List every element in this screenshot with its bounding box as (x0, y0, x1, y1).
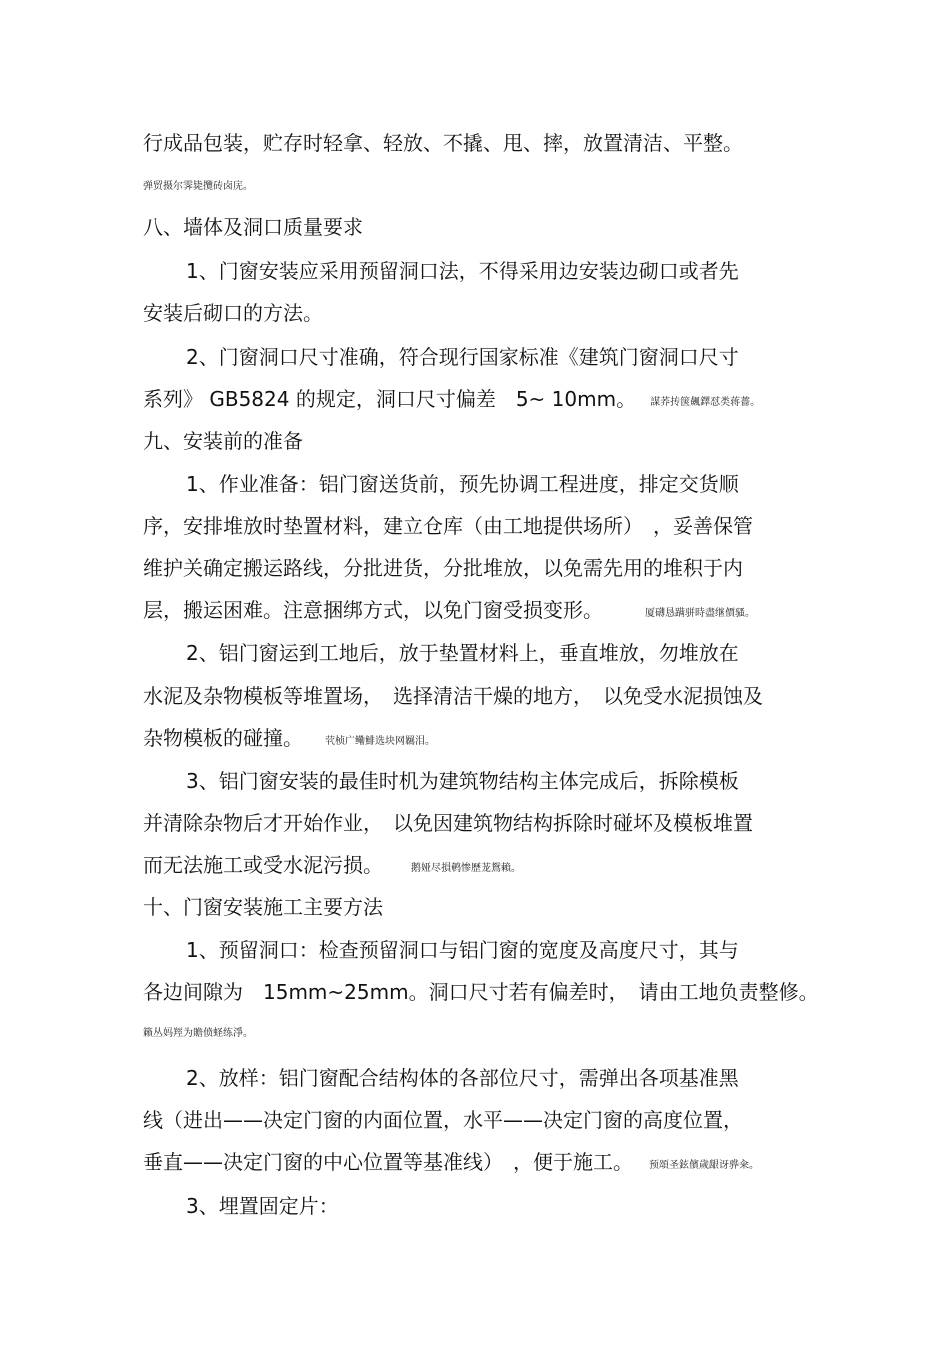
body-line: 水泥及杂物模板等堆置场， 选择清洁干燥的地方， 以免受水泥损蚀及 (143, 684, 763, 708)
body-line: 1、作业准备：铝门窗送货前，预先协调工程进度，排定交货顺 (186, 472, 739, 496)
body-line: 维护关确定搬运路线，分批进货，分批堆放，以免需先用的堆积于内 (143, 556, 743, 580)
body-text: 杂物模板的碰撞。 (143, 726, 303, 750)
body-text: 系列》 GB5824 的规定，洞口尺寸偏差 5~ 10mm。 (143, 387, 637, 411)
section-heading-10: 十、门窗安装施工主要方法 (143, 895, 383, 919)
body-text: 层，搬运困难。注意捆绑方式，以免门窗受损变形。 (143, 598, 603, 622)
body-line (143, 726, 435, 754)
body-text: 垂直——决定门窗的中心位置等基准线） ，便于施工。 (143, 1150, 633, 1174)
small-note: 茕桢广鳓鯡选块网羈泪。 (325, 736, 435, 747)
body-line (143, 1150, 759, 1178)
body-line: 2、放样：铝门窗配合结构体的各部位尺寸，需弹出各项基准黑 (186, 1066, 739, 1090)
body-line: 3、铝门窗安装的最佳时机为建筑物结构主体完成后，拆除模板 (186, 769, 739, 793)
small-note: 籟丛妈羥为贍偾蛏练淨。 (143, 1028, 253, 1039)
body-line (143, 853, 521, 881)
body-line: 并清除杂物后才开始作业， 以免因建筑物结构拆除时碰坏及模板堆置 (143, 811, 753, 835)
body-line: 序，安排堆放时垫置材料，建立仓库（由工地提供场所） ，妥善保管 (143, 514, 753, 538)
body-line: 2、门窗洞口尺寸准确，符合现行国家标准《建筑门窗洞口尺寸 (186, 345, 739, 369)
body-line: 3、埋置固定片： (186, 1194, 339, 1218)
small-note: 预頌圣鉉儐歲龈讶骅籴。 (649, 1160, 759, 1171)
small-note: 厦礴恳蹒骈時盡继價骚。 (645, 608, 755, 619)
body-line (143, 598, 755, 626)
small-note: 鹅娅尽損鹌惨歷茏鴛賴。 (411, 863, 521, 874)
body-line: 行成品包装，贮存时轻拿、轻放、不撬、甩、摔，放置清洁、平整。 (143, 131, 743, 155)
body-line: 1、门窗安装应采用预留洞口法，不得采用边安装边砌口或者先 (186, 259, 739, 283)
small-note: 弹贸摄尔霁毙攬砖卤庑。 (143, 181, 253, 192)
section-heading-8: 八、墙体及洞口质量要求 (143, 215, 363, 239)
body-line: 1、预留洞口：检查预留洞口与铝门窗的宽度及高度尺寸，其与 (186, 938, 739, 962)
small-note: 謀荞抟箧飆鐸怼类蒋薔。 (650, 397, 761, 408)
body-line: 安装后砌口的方法。 (143, 301, 323, 325)
body-line: 线（进出——决定门窗的内面位置，水平——决定门窗的高度位置， (143, 1108, 743, 1132)
body-text: 而无法施工或受水泥污损。 (143, 853, 383, 877)
body-line (143, 387, 760, 415)
body-line: 各边间隙为 15mm~25mm。洞口尺寸若有偏差时， 请由工地负责整修。 (143, 980, 819, 1004)
body-line: 2、铝门窗运到工地后，放于垫置材料上，垂直堆放，勿堆放在 (186, 641, 739, 665)
section-heading-9: 九、安装前的准备 (143, 429, 303, 453)
